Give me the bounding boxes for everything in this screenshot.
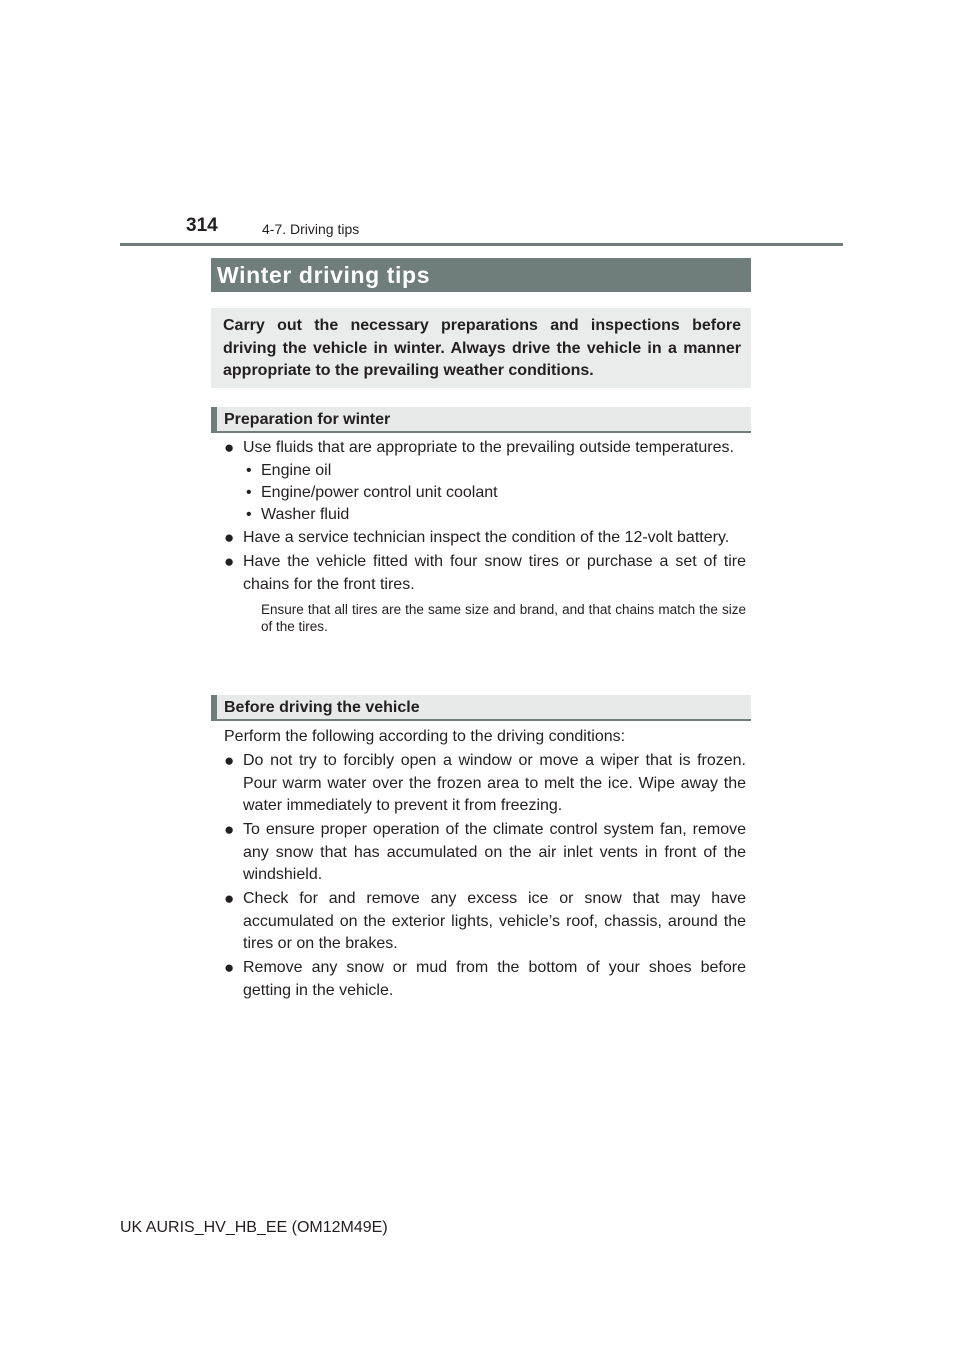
list-item bbox=[224, 551, 746, 596]
bullet-text: To ensure proper operation of the climate control system fan, remove any snow that has accumulated on the air inlet vents in front of the windshield. bbox=[243, 821, 746, 883]
header-divider bbox=[120, 243, 843, 246]
preparation-section bbox=[224, 437, 746, 635]
list-item bbox=[224, 437, 746, 460]
bullet-text: Remove any snow or mud from the bottom of your shoes before getting in the vehicle. bbox=[243, 959, 746, 999]
bullet-text: Check for and remove any excess ice or snow that may have accumulated on the exterior lights, vehicle’s roof, chassis, around the tires or on the brakes. bbox=[243, 890, 746, 952]
list-item bbox=[224, 527, 746, 550]
note-text: Ensure that all tires are the same size and brand, and that chains match the size of the tires. bbox=[261, 602, 746, 634]
bullet-icon: ● bbox=[224, 751, 235, 770]
bullet-icon: ● bbox=[224, 438, 235, 457]
list-item bbox=[224, 888, 746, 956]
sub-bullet-icon: • bbox=[246, 483, 252, 501]
sub-list-item bbox=[224, 482, 746, 504]
list-item bbox=[224, 750, 746, 818]
bullet-icon: ● bbox=[224, 552, 235, 571]
subheading-preparation: Preparation for winter bbox=[211, 407, 751, 433]
before-driving-section bbox=[224, 726, 746, 1002]
sub-list-item bbox=[224, 504, 746, 526]
sub-item-text: Washer fluid bbox=[261, 505, 350, 523]
bullet-text: Do not try to forcibly open a window or move a wiper that is frozen. Pour warm water over the frozen area to melt the ice. Wipe away the water immediately to prevent it from freezing. bbox=[243, 752, 746, 814]
bullet-icon: ● bbox=[224, 820, 235, 839]
bullet-text: Use fluids that are appropriate to the prevailing outside temperatures. bbox=[243, 439, 734, 456]
lead-text: Perform the following according to the driving conditions: bbox=[224, 728, 626, 745]
sub-item-text: Engine oil bbox=[261, 461, 332, 479]
sub-list-item bbox=[224, 460, 746, 482]
sub-bullet-icon: • bbox=[246, 505, 252, 523]
subheading-before-driving: Before driving the vehicle bbox=[211, 695, 751, 721]
list-item bbox=[224, 957, 746, 1002]
footer-model-code: UK AURIS_HV_HB_EE (OM12M49E) bbox=[120, 1219, 388, 1236]
bullet-text: Have the vehicle fitted with four snow tires or purchase a set of tire chains for the front tires. bbox=[243, 553, 746, 593]
section-reference: 4-7. Driving tips bbox=[262, 221, 360, 237]
sub-item-text: Engine/power control unit coolant bbox=[261, 483, 498, 501]
intro-box: Carry out the necessary preparations and inspections before driving the vehicle in winter. Always drive the vehicle in a manner appropriate to the prevailing weather conditions. bbox=[211, 308, 751, 388]
bullet-icon: ● bbox=[224, 958, 235, 977]
page-number: 314 bbox=[186, 215, 218, 236]
bullet-text: Have a service technician inspect the condition of the 12-volt battery. bbox=[243, 529, 730, 546]
page-title: Winter driving tips bbox=[211, 258, 751, 292]
sub-bullet-icon: • bbox=[246, 461, 252, 479]
bullet-icon: ● bbox=[224, 889, 235, 908]
bullet-icon: ● bbox=[224, 528, 235, 547]
list-item bbox=[224, 819, 746, 887]
